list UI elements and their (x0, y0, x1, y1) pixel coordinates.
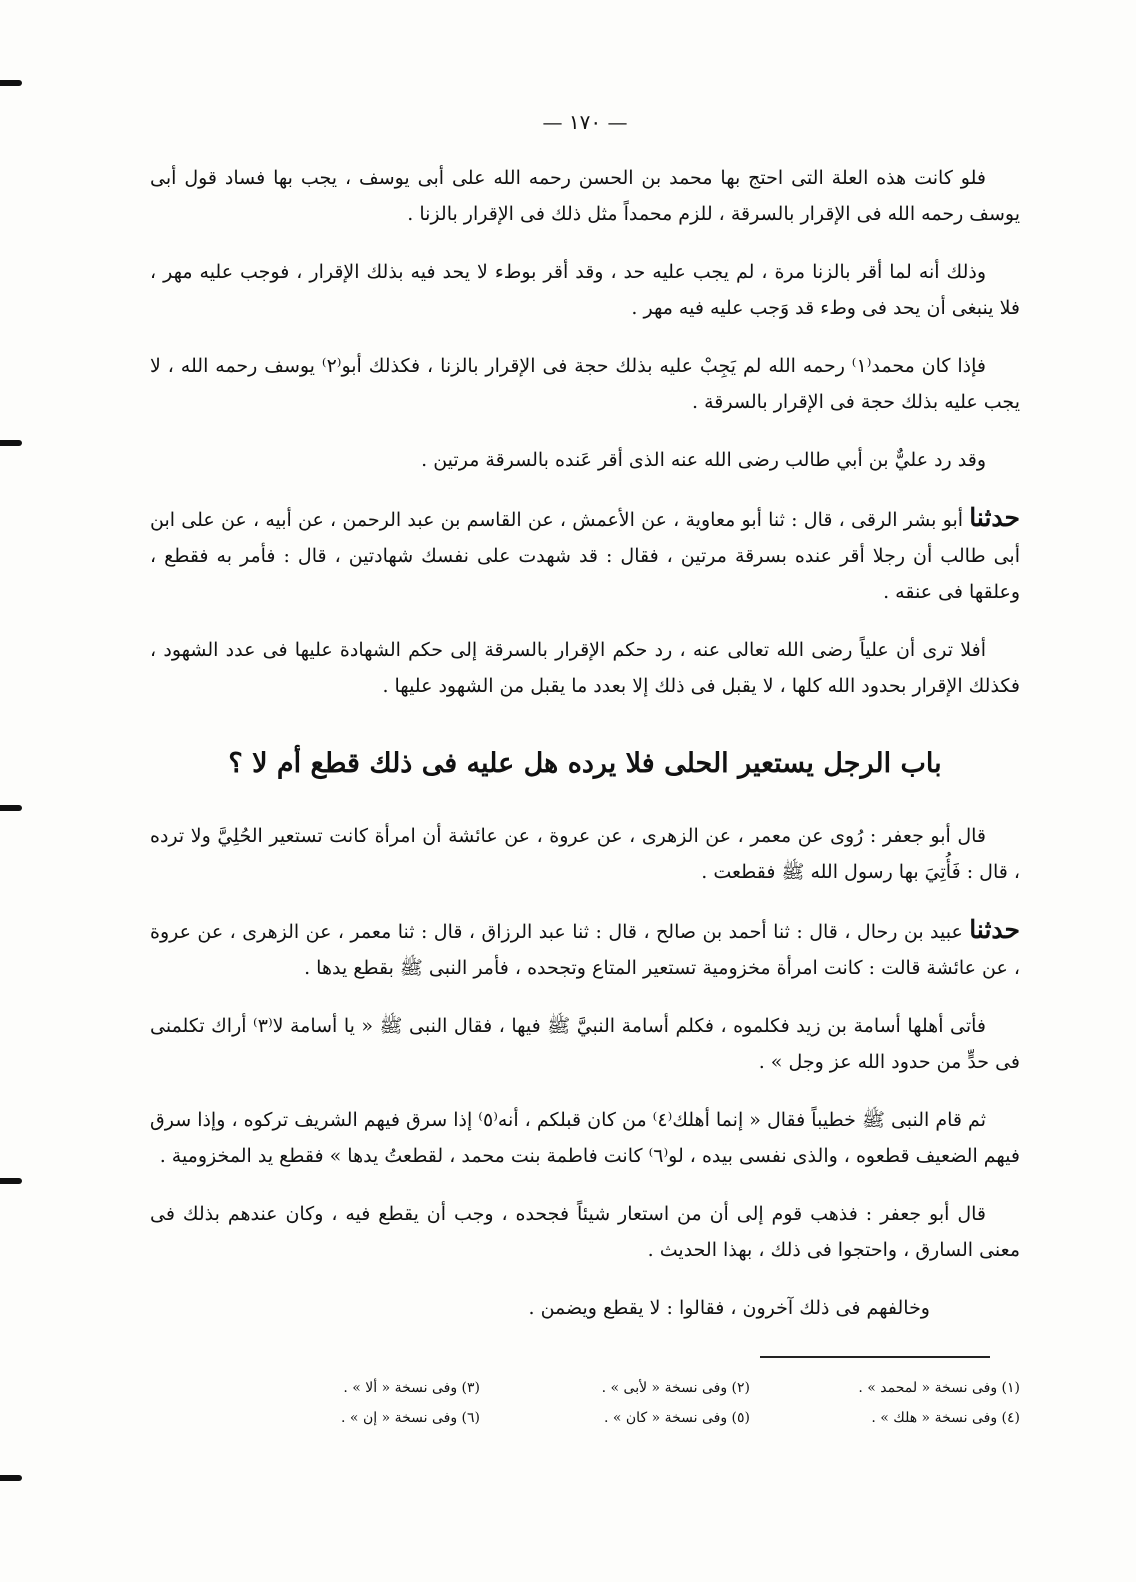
page-number: — ١٧٠ — (542, 110, 628, 134)
footnote: (٣) وفى نسخة « ألا » . (343, 1380, 480, 1396)
scan-edge-mark (0, 805, 22, 811)
paragraph (150, 348, 1020, 420)
text-block-1 (150, 160, 1020, 704)
footnote: (٦) وفى نسخة « إن » . (341, 1410, 480, 1426)
paragraph (150, 1102, 1020, 1174)
paragraph-text: أفلا ترى أن علياً رضى الله تعالى عنه ، رد حكم الإقرار بالسرقة إلى حكم الشهادة عليها فى عدد الشهود ، فكذلك الإقرار بحدود الله كلها ، لا يقبل فى ذلك إلا بعدد ما يقبل من الشهود عليها . (150, 639, 1020, 697)
scan-edge-mark (0, 1178, 22, 1184)
paragraph-text: فإذا كان محمد⁽١⁾ رحمه الله لم يَجِبْ عليه بذلك حجة فى الإقرار بالزنا ، فكذلك أبو⁽٢⁾ يوسف رحمه الله ، لا يجب عليه بذلك حجة فى الإقرار بالسرقة . (150, 355, 1020, 413)
hadith-lead: حدثنا (969, 915, 1020, 944)
paragraph (150, 442, 1020, 478)
book-page (150, 110, 1020, 1440)
paragraph (150, 160, 1020, 232)
paragraph (150, 1008, 1020, 1080)
hadith-lead: حدثنا (969, 503, 1020, 532)
paragraph (150, 500, 1020, 610)
paragraph-text: وخالفهم فى ذلك آخرون ، فقالوا : لا يقطع ويضمن . (528, 1297, 930, 1319)
footnotes (150, 1380, 1020, 1426)
chapter-heading: باب الرجل يستعير الحلى فلا يرده هل عليه فى ذلك قطع أم لا ؟ (228, 748, 942, 779)
paragraph (150, 1196, 1020, 1268)
paragraph (150, 1290, 1020, 1326)
paragraph (150, 912, 1020, 986)
footnote: (٥) وفى نسخة « كان » . (603, 1410, 750, 1426)
paragraph-text: فأتى أهلها أسامة بن زيد فكلموه ، فكلم أسامة النبيَّ ﷺ فيها ، فقال النبى ﷺ « يا أسامة لا⁽٣⁾ أراك تكلمنى فى حدٍّ من حدود الله عز وجل » . (150, 1015, 1020, 1073)
paragraph-text: أبو بشر الرقى ، قال : ثنا أبو معاوية ، عن الأعمش ، عن القاسم بن عبد الرحمن ، عن أبيه ، عن على ابن أبى طالب أن رجلا أقر عنده بسرقة مرتين ، فقال : قد شهدت على نفسك شهادتين ، قال : فأمر به فقطع ، وعلقها فى عنقه . (150, 509, 1020, 603)
paragraph-text: وذلك أنه لما أقر بالزنا مرة ، لم يجب عليه حد ، وقد أقر بوطء لا يحد فيه بذلك الإقرار ، فوجب عليه مهر ، فلا ينبغى أن يحد فى وطء قد وَجب عليه فيه مهر . (150, 261, 1020, 319)
text-block-2 (150, 818, 1020, 1326)
paragraph (150, 254, 1020, 326)
paragraph-text: قال أبو جعفر : رُوى عن معمر ، عن الزهرى ، عن عروة ، عن عائشة أن امرأة كانت تستعير الحُلِيَّ ولا ترده ، قال : فَأُتِيَ بها رسول الله ﷺ فقطعت . (150, 825, 1020, 883)
paragraph-text: فلو كانت هذه العلة التى احتج بها محمد بن الحسن رحمه الله على أبى يوسف ، يجب بها فساد قول أبى يوسف رحمه الله فى الإقرار بالسرقة ، للزم محمداً مثل ذلك فى الإقرار بالزنا . (150, 167, 1020, 225)
paragraph-text: قال أبو جعفر : فذهب قوم إلى أن من استعار شيئاً فجحده ، وجب أن يقطع فيه ، وكان عندهم بذلك فى معنى السارق ، واحتجوا فى ذلك ، بهذا الحديث . (150, 1203, 1020, 1261)
scan-edge-mark (0, 80, 22, 86)
footnote: (٤) وفى نسخة « هلك » . (871, 1410, 1020, 1426)
footnote: (١) وفى نسخة « لمحمد » . (858, 1380, 1020, 1396)
paragraph-text: عبيد بن رحال ، قال : ثنا أحمد بن صالح ، قال : ثنا عبد الرزاق ، قال : ثنا معمر ، عن الزهرى ، عن عروة ، عن عائشة قالت : كانت امرأة مخزومية تستعير المتاع وتجحده ، فأمر النبى ﷺ بقطع يدها . (150, 921, 1020, 979)
scan-edge-mark (0, 1475, 22, 1481)
paragraph-text: ثم قام النبى ﷺ خطيباً فقال « إنما أهلك⁽٤⁾ من كان قبلكم ، أنه⁽٥⁾ إذا سرق فيهم الشريف تركوه ، وإذا سرق فيهم الضعيف قطعوه ، والذى نفسى بيده ، لو⁽٦⁾ كانت فاطمة بنت محمد ، لقطعتُ يدها » فقطع يد المخزومية . (150, 1109, 1020, 1167)
paragraph (150, 632, 1020, 704)
paragraph (150, 818, 1020, 890)
scan-edge-mark (0, 440, 22, 446)
footnote-row (150, 1410, 1020, 1426)
footnote: (٢) وفى نسخة « لأبى » . (601, 1380, 750, 1396)
footnote-divider (760, 1356, 990, 1358)
paragraph-text: وقد رد عليٌّ بن أبي طالب رضى الله عنه الذى أقر عَنده بالسرقة مرتين . (421, 449, 986, 471)
footnote-row (150, 1380, 1020, 1396)
